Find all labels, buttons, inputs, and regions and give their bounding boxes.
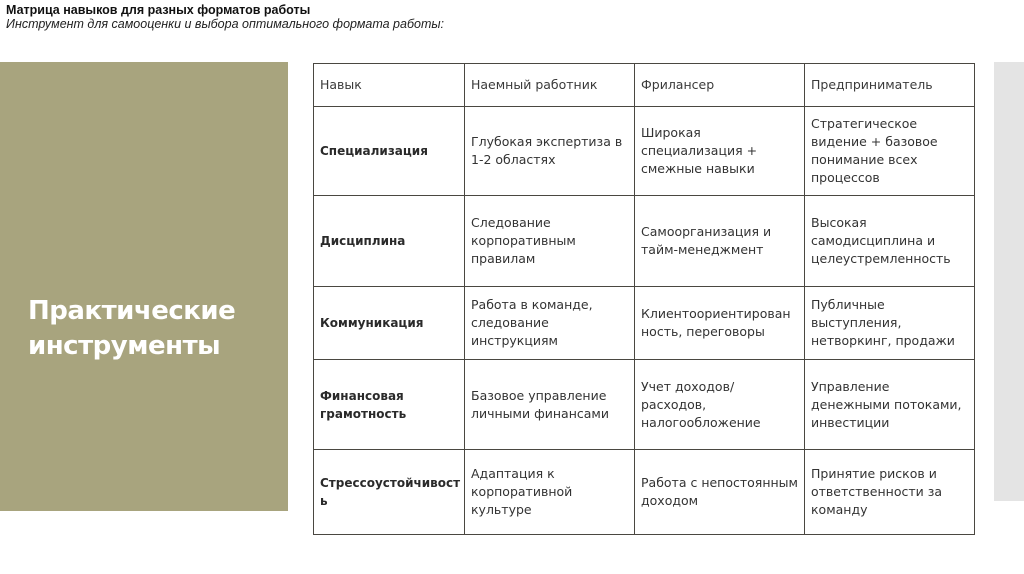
freelancer-cell: Работа с непостоянным доходом xyxy=(635,450,805,535)
entrepreneur-cell: Стратегическое видение + базовое понимание всех процессов xyxy=(805,107,975,196)
freelancer-cell: Клиентоориентирован ность, переговоры xyxy=(635,287,805,360)
column-header-employee: Наемный работник xyxy=(465,64,635,107)
skill-cell: Коммуникация xyxy=(314,287,465,360)
employee-cell: Глубокая экспертиза в 1-2 областях xyxy=(465,107,635,196)
skill-cell: Дисциплина xyxy=(314,196,465,287)
slide-title: Матрица навыков для разных форматов работы xyxy=(6,3,311,17)
slide-header xyxy=(6,3,444,31)
freelancer-cell: Самоорганизация и тайм-менеджмент xyxy=(635,196,805,287)
skills-matrix-table xyxy=(313,63,975,535)
employee-cell: Следование корпоративным правилам xyxy=(465,196,635,287)
table-row xyxy=(314,107,975,196)
column-header-skill: Навык xyxy=(314,64,465,107)
table-header-row xyxy=(314,64,975,107)
column-header-entrepreneur: Предприниматель xyxy=(805,64,975,107)
skill-cell: Специализация xyxy=(314,107,465,196)
side-panel xyxy=(0,62,288,511)
entrepreneur-cell: Высокая самодисциплина и целеустремленность xyxy=(805,196,975,287)
freelancer-cell: Учет доходов/расходов, налогообложение xyxy=(635,360,805,450)
table-row xyxy=(314,196,975,287)
slide-subtitle: Инструмент для самооценки и выбора оптимального формата работы: xyxy=(6,17,445,31)
column-header-freelancer: Фрилансер xyxy=(635,64,805,107)
right-decorative-bar xyxy=(994,62,1024,501)
entrepreneur-cell: Управление денежными потоками, инвестиции xyxy=(805,360,975,450)
employee-cell: Адаптация к корпоративной культуре xyxy=(465,450,635,535)
skill-cell: Стрессоустойчивост ь xyxy=(314,450,465,535)
skill-cell: Финансовая грамотность xyxy=(314,360,465,450)
side-panel-heading: Практические инструменты xyxy=(28,296,236,361)
employee-cell: Работа в команде, следование инструкциям xyxy=(465,287,635,360)
entrepreneur-cell: Принятие рисков и ответственности за команду xyxy=(805,450,975,535)
table-row xyxy=(314,450,975,535)
table-row xyxy=(314,360,975,450)
employee-cell: Базовое управление личными финансами xyxy=(465,360,635,450)
table-row xyxy=(314,287,975,360)
entrepreneur-cell: Публичные выступления, нетворкинг, продажи xyxy=(805,287,975,360)
freelancer-cell: Широкая специализация + смежные навыки xyxy=(635,107,805,196)
